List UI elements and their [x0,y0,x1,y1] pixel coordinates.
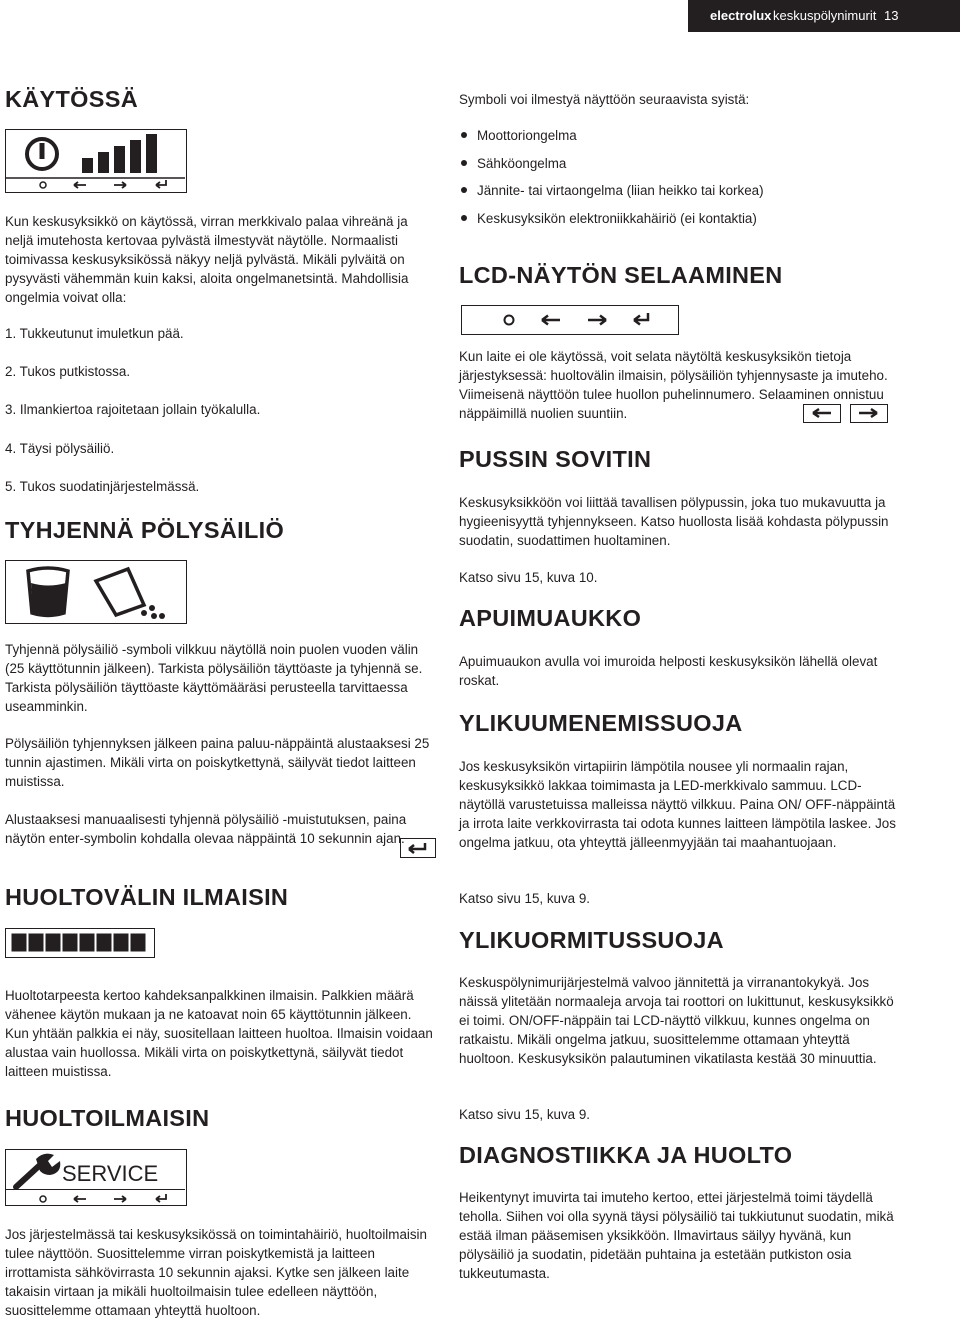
symboli-intro: Symboli voi ilmestyä näyttöön seuraavista syistä: [459,92,750,107]
ylikuormitus-text: Keskuspölynimurijärjestelmä valvoo jännitettä ja virranantokykyä. Jos näissä ylitetään normaaleja arvoja tai roottori on lukittunut, keskusyksikkö ei toimi. ON/OFF-näppäin tai LCD-näyttö vilkkuu, kunnes ongelma on ratkaistu. Mikäli ongelma jatkuu, suosittelemme ottamaan yhteyttä huoltoon. Keskusyksikön palautuminen vikatilasta kestää 30 minuuttia. [459,975,894,1066]
navigation-keys-icon [461,305,679,335]
meter-bar [114,934,128,951]
list-item: Moottoriongelma [459,126,899,154]
section-title-pussi: PUSSIN SOVITIN [459,446,652,472]
ylikuormitus-reference: Katso sivu 15, kuva 9. [459,1107,591,1122]
left-arrow-key-icon [803,404,841,423]
display-kaytossa [5,129,187,193]
display-service [5,1149,187,1206]
section-title-huoltovali: HUOLTOVÄLIN ILMAISIN [5,884,289,910]
meter-bar [12,934,26,951]
page-number: 13 [884,8,899,23]
problem-item-1: 1. Tukkeutunut imuletkun pää. [5,326,184,341]
meter-bar [63,934,77,951]
list-item: Sähköongelma [459,154,899,182]
huoltovali-text: Huoltotarpeesta kertoo kahdeksanpalkkinen ilmaisin. Palkkien määrä vähenee käytön mukaan ja ne katoavat noin 65 käyttötunnin jälkeen. Kun yhtään palkkia ei näy, suositellaan laitteen huoltoa. Ilmaisin voidaan alustaa vain huollossa. Mikäli virta on poiskytkettynä, säilyvät tiedot laitteen muistissa. [5,988,433,1079]
empty-container-icon [96,569,165,619]
page-header [688,0,960,32]
problem-item-3: 3. Ilmankiertoa rajoitetaan jollain työkalulla. [5,402,261,417]
section-title-huoltoilmaisin: HUOLTOILMAISIN [5,1105,210,1131]
pussi-reference: Katso sivu 15, kuva 10. [459,570,598,585]
problem-item-2: 2. Tukos putkistossa. [5,364,131,379]
section-title-ylikuormitus: YLIKUORMITUSSUOJA [459,927,724,953]
right-arrow-key-icon [850,404,888,423]
problem-item-5: 5. Tukos suodatinjärjestelmässä. [5,479,200,494]
header-category: keskuspölynimurit [773,8,877,23]
pussi-text: Keskusyksikköön voi liittää tavallisen pölypussin, joka tuo mukavuutta ja hygieenisyyttä tyhjennykseen. Katso huollosta lisää kohdasta pölypussin suodatin, suodattimen huoltaminen. [459,495,889,548]
meter-bar [29,934,43,951]
ylikuumeneminen-reference: Katso sivu 15, kuva 9. [459,891,591,906]
diagnostiikka-text: Heikentynyt imuvirta tai imuteho kertoo, ettei järjestelmä toimi täydellä teholla. Siihen voi olla syynä täysi pölysäiliö tai tukkiutunut suodatin, mikä estää ilman pääsemisen yksikköön. Ilmavirtaus säilyy hyvänä, kun pölysäiliö ja suodatin, pidetään puhtaina ja estetään putkiston osia tukkeutumasta. [459,1190,894,1281]
navigation-keys-icon [40,180,166,188]
meter-bar [97,934,111,951]
kaytossa-intro: Kun keskusyksikkö on käytössä, virran merkkivalo palaa vihreänä ja neljä imutehosta kertovaa pylvästä ilmestyvät näytölle. Normaalisti toimivassa keskusyksikössä näkyy neljä pylvästä. Mikäli pylväitä on pysyvästi vähemmän kuin kaksi, aloita ongelmanetsintä. Mahdollisia ongelmia voivat olla: [5,214,409,305]
meter-bar [131,934,145,951]
display-tyhjenna [5,560,187,624]
apuimu-text: Apuimuaukon avulla voi imuroida helposti keskusyksikön lähellä olevat roskat. [459,654,878,688]
power-bars-display-graphic [6,130,185,191]
ylikuumeneminen-text: Jos keskusyksikön virtapiirin lämpötila nousee yli normaalin rajan, keskusyksikkö lakkaa toimimasta ja LED-merkkivalo sammuu. LCD-näytöllä varustetuissa malleissa näyttö vilkkuu. Paina ON/ OFF-näppäintä ja irrota laite verkkovirrasta tai odota kunnes laitteen lämpötila laskee. Jos ongelma jatkuu, ota yhteyttä jälleenmyyjään tai maahantuojaan. [459,759,896,850]
list-item: Jännite- tai virtaongelma (liian heikko tai korkea) [459,181,899,209]
section-title-diagnostiikka: DIAGNOSTIIKKA JA HUOLTO [459,1142,793,1168]
problem-item-4: 4. Täysi pölysäiliö. [5,441,115,456]
lcd-text: Kun laite ei ole käytössä, voit selata näytöltä keskusyksikön tietoja järjestyksessä: huoltovälin ilmaisin, pölysäiliön tyhjennysaste ja imuteho. Viimeisenä näyttöön tulee huollon puhelinnumero. Selaaminen onnistuu näppäimillä nuolien suuntiin. [459,349,888,421]
tyhjenna-paragraph-3: Alustaaksesi manuaalisesti tyhjennä pölysäiliö -muistutuksen, paina näytön enter-symbolin kohdalla olevaa näppäintä 10 sekunnin ajan. [5,812,407,846]
enter-key-icon [400,838,436,858]
section-title-ylikuumeneminen: YLIKUUMENEMISSUOJA [459,710,743,736]
section-title-lcd: LCD-NÄYTÖN SELAAMINEN [459,262,783,288]
tyhjenna-paragraph-2: Pölysäiliön tyhjennyksen jälkeen paina paluu-näppäintä alustaaksesi 25 tunnin ajastimen. Mikäli virta on poiskytkettynä, säilyvät tiedot laitteen muistissa. [5,736,430,789]
power-icon [27,139,57,169]
wrench-icon [10,1151,70,1191]
navigation-keys-icon [6,1190,185,1205]
tyhjenna-paragraph-1: Tyhjennä pölysäiliö -symboli vilkkuu näytöllä noin puolen vuoden välin (25 käyttötunnin jälkeen). Tarkista pölysäiliön täyttöaste ja tyhjennä se. Tarkista pölysäiliön täyttöaste käyttömääräsi perusteella tarvittaessa useamminkin. [5,642,423,714]
symboli-bullet-list [459,126,899,236]
meter-bar [80,934,94,951]
list-item: Keskusyksikön elektroniikkahäiriö (ei kontaktia) [459,209,899,237]
brand-name: electrolux [710,8,772,23]
section-title-kaytossa: KÄYTÖSSÄ [5,86,138,112]
service-interval-meter-icon [5,928,155,958]
signal-bars-icon [82,134,157,173]
meter-bar [46,934,60,951]
dust-container-icon [28,568,68,616]
service-label: SERVICE [62,1161,159,1186]
huoltoilmaisin-text: Jos järjestelmässä tai keskusyksikössä on toimintahäiriö, huoltoilmaisin tulee näyttöön. Suosittelemme virran poiskytkemistä ja laitteen irrottamista sähkövirrasta 10 sekunnin ajaksi. Kytke sen jälkeen laite takaisin virtaan ja mikäli huoltoilmaisin tulee edelleen näyttöön, suosittelemme ottamaan yhteyttä huoltoon. [5,1227,427,1318]
section-title-tyhjenna: TYHJENNÄ PÖLYSÄILIÖ [5,517,285,543]
section-title-apuimu: APUIMUAUKKO [459,605,642,631]
